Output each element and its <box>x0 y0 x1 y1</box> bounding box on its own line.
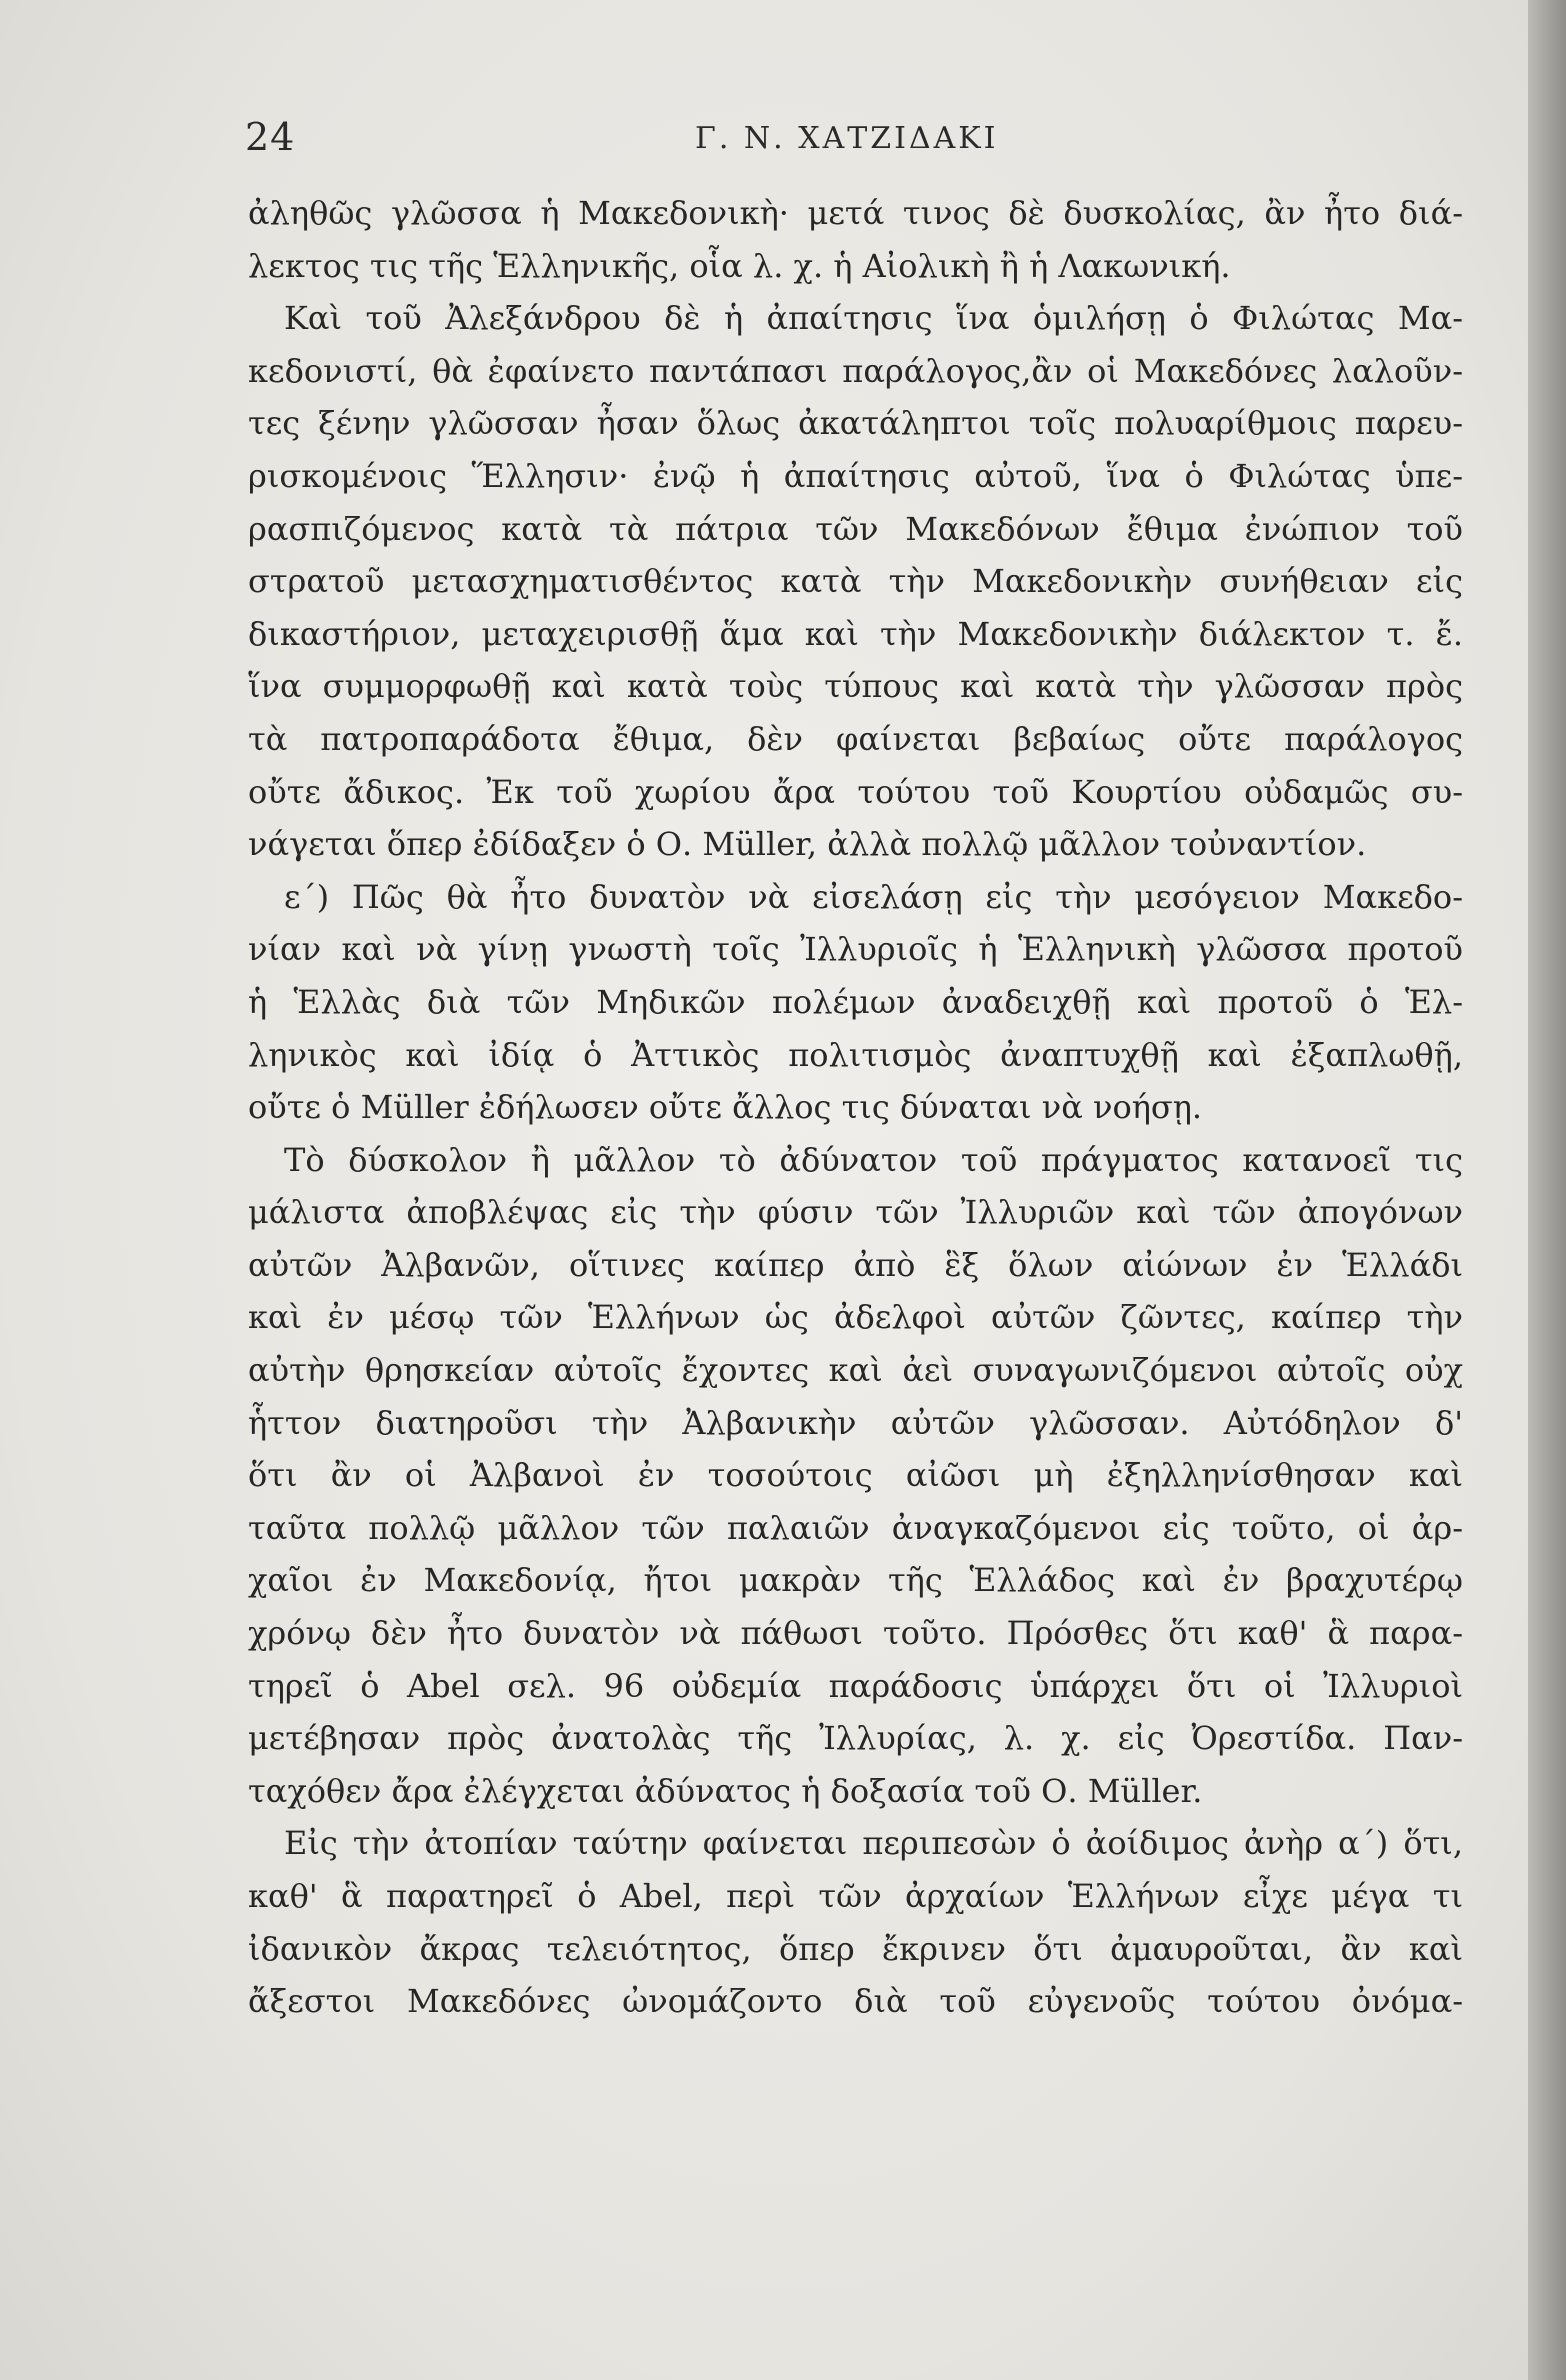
page-number: 24 <box>245 115 296 159</box>
text-line: ὅτι ἂν οἱ Ἀλβανοὶ ἐν τοσούτοις αἰῶσι μὴ ἐξηλληνίσθησαν καὶ <box>248 1456 1463 1495</box>
text-line: ληνικὸς καὶ ἰδίᾳ ὁ Ἀττικὸς πολιτισμὸς ἀναπτυχθῇ καὶ ἐξαπλωθῇ, <box>248 1035 1463 1074</box>
text-line: δικαστήριον, μεταχειρισθῇ ἅμα καὶ τὴν Μακεδονικὴν διάλεκτον τ. ἔ. <box>248 614 1463 653</box>
text-line: τηρεῖ ὁ Abel σελ. 96 οὐδεμία παράδοσις ὑπάρχει ὅτι οἱ Ἰλλυριοὶ <box>248 1666 1463 1705</box>
text-line: νίαν καὶ νὰ γίνῃ γνωστὴ τοῖς Ἰλλυριοῖς ἡ Ἑλληνικὴ γλῶσσα προτοῦ <box>248 930 1463 969</box>
text-line: καθ' ἃ παρατηρεῖ ὁ Abel, περὶ τῶν ἀρχαίων Ἑλλήνων εἶχε μέγα τι <box>248 1877 1463 1915</box>
text-line: ρισκομένοις Ἕλλησιν· ἐνῷ ἡ ἀπαίτησις αὐτοῦ, ἵνα ὁ Φιλώτας ὑπε- <box>248 456 1463 495</box>
text-line: ἵνα συμμορφωθῇ καὶ κατὰ τοὺς τύπους καὶ κατὰ τὴν γλῶσσαν πρὸς <box>248 667 1463 706</box>
text-line: οὔτε ὁ Müller ἐδήλωσεν οὔτε ἄλλος τις δύναται νὰ νοήσῃ. <box>248 1088 1203 1127</box>
text-line: αὐτὴν θρησκείαν αὐτοῖς ἔχοντες καὶ ἀεὶ συναγωνιζόμενοι αὐτοῖς οὐχ <box>248 1351 1463 1390</box>
running-head: Γ. Ν. ΧΑΤΖΙΔΑΚΙ <box>695 121 999 156</box>
text-line: ταχόθεν ἄρα ἐλέγχεται ἀδύνατος ἡ δοξασία τοῦ Ο. Müller. <box>248 1771 1203 1810</box>
text-line: μάλιστα ἀποβλέψας εἰς τὴν φύσιν τῶν Ἰλλυριῶν καὶ τῶν ἀπογόνων <box>248 1193 1463 1232</box>
text-line: ε΄) Πῶς θὰ ἦτο δυνατὸν νὰ εἰσελάσῃ εἰς τὴν μεσόγειον Μακεδο- <box>284 877 1463 916</box>
text-line: καὶ ἐν μέσῳ τῶν Ἑλλήνων ὡς ἀδελφοὶ αὐτῶν ζῶντες, καίπερ τὴν <box>248 1298 1463 1337</box>
text-line: ἡ Ἑλλὰς διὰ τῶν Μηδικῶν πολέμων ἀναδειχθῇ καὶ προτοῦ ὁ Ἑλ- <box>248 982 1463 1021</box>
text-line: οὔτε ἄδικος. Ἐκ τοῦ χωρίου ἄρα τούτου τοῦ Κουρτίου οὐδαμῶς συ- <box>248 772 1463 811</box>
page-edge-shadow <box>1528 0 1566 2380</box>
text-line: χαῖοι ἐν Μακεδονίᾳ, ἤτοι μακρὰν τῆς Ἑλλάδος καὶ ἐν βραχυτέρῳ <box>248 1561 1463 1600</box>
text-line: μετέβησαν πρὸς ἀνατολὰς τῆς Ἰλλυρίας, λ. χ. εἰς Ὀρεστίδα. Παν- <box>248 1719 1463 1758</box>
text-line: ἰδανικὸν ἄκρας τελειότητος, ὅπερ ἔκρινεν ὅτι ἀμαυροῦται, ἂν καὶ <box>248 1929 1463 1968</box>
text-line: ἀληθῶς γλῶσσα ἡ Μακεδονικὴ· μετά τινος δὲ δυσκολίας, ἂν ἦτο διά- <box>248 194 1463 232</box>
text-line: ταῦτα πολλῷ μᾶλλον τῶν παλαιῶν ἀναγκαζόμενοι εἰς τοῦτο, οἱ ἀρ- <box>248 1508 1463 1547</box>
text-line: Εἰς τὴν ἀτοπίαν ταύτην φαίνεται περιπεσὼν ὁ ἀοίδιμος ἀνὴρ α΄) ὅτι, <box>284 1824 1463 1863</box>
body-text <box>248 187 1463 2028</box>
page-header <box>245 115 1455 175</box>
text-line: στρατοῦ μετασχηματισθέντος κατὰ τὴν Μακεδονικὴν συνήθειαν εἰς <box>248 562 1463 601</box>
text-line: ἄξεστοι Μακεδόνες ὠνομάζοντο διὰ τοῦ εὐγενοῦς τούτου ὀνόμα- <box>248 1982 1463 2021</box>
text-line: Τὸ δύσκολον ἢ μᾶλλον τὸ ἀδύνατον τοῦ πράγματος κατανοεῖ τις <box>284 1140 1463 1179</box>
text-line: αὐτῶν Ἀλβανῶν, οἵτινες καίπερ ἀπὸ ἓξ ὅλων αἰώνων ἐν Ἑλλάδι <box>248 1245 1463 1284</box>
text-line: τὰ πατροπαράδοτα ἔθιμα, δὲν φαίνεται βεβαίως οὔτε παράλογος <box>248 719 1463 758</box>
text-line: λεκτος τις τῆς Ἑλληνικῆς, οἷα λ. χ. ἡ Αἰολικὴ ἢ ἡ Λακωνική. <box>248 246 1231 285</box>
text-line: κεδονιστί, θὰ ἐφαίνετο παντάπασι παράλογος,ἂν οἱ Μακεδόνες λαλοῦν- <box>248 351 1463 390</box>
text-line: ρασπιζόμενος κατὰ τὰ πάτρια τῶν Μακεδόνων ἔθιμα ἐνώπιον τοῦ <box>248 509 1463 548</box>
text-line: νάγεται ὅπερ ἐδίδαξεν ὁ Ο. Müller, ἀλλὰ πολλῷ μᾶλλον τοὐναντίον. <box>248 825 1367 864</box>
text-line: Καὶ τοῦ Ἀλεξάνδρου δὲ ἡ ἀπαίτησις ἵνα ὁμιλήσῃ ὁ Φιλώτας Μα- <box>284 299 1463 338</box>
text-line: τες ξένην γλῶσσαν ἦσαν ὅλως ἀκατάληπτοι τοῖς πολυαρίθμοις παρευ- <box>248 404 1463 443</box>
text-line: χρόνῳ δὲν ἦτο δυνατὸν νὰ πάθωσι τοῦτο. Πρόσθες ὅτι καθ' ἃ παρα- <box>248 1614 1463 1653</box>
text-line: ἧττον διατηροῦσι τὴν Ἀλβανικὴν αὐτῶν γλῶσσαν. Αὐτόδηλον δ' <box>248 1403 1463 1442</box>
